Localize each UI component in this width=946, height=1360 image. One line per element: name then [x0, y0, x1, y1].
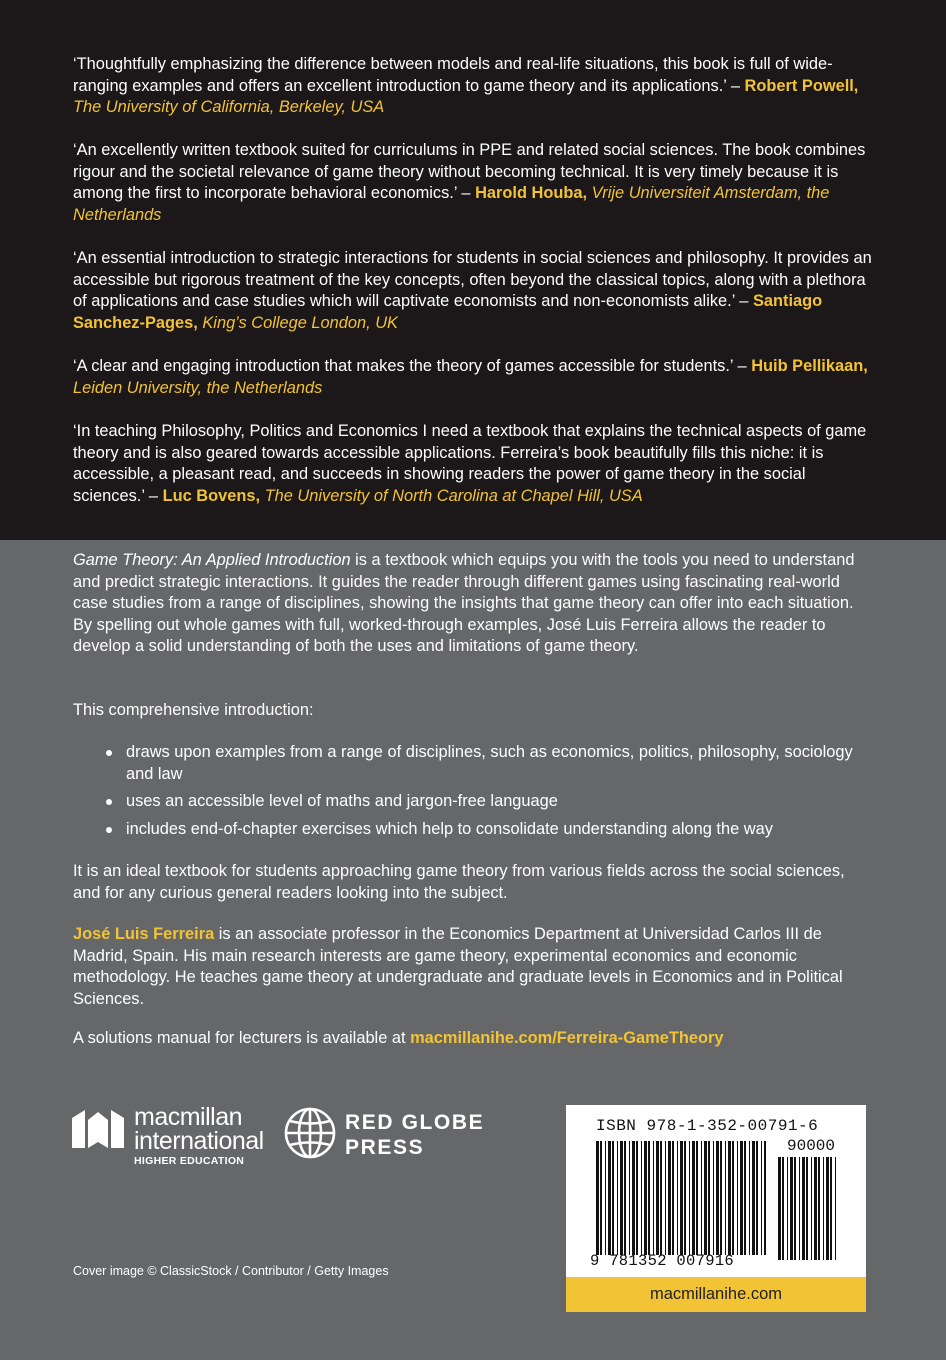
endorsement-quote: [73, 248, 873, 334]
macmillan-logo: [72, 1103, 264, 1167]
rgp-line2: PRESS: [345, 1136, 425, 1159]
endorsement-quote: [73, 54, 873, 119]
quote-text: ‘Thoughtfully emphasizing the difference between models and real-life situations, this book is full of wide-ranging examples and offers an excellent introduction to game theory and its applications.’ –: [73, 55, 833, 95]
solutions-text: A solutions manual for lecturers is available at: [73, 1029, 411, 1047]
closing-paragraph: It is an ideal textbook for students approaching game theory from various fields across the social sciences, and for any curious general readers looking into the subject.: [73, 862, 845, 902]
bullet-icon: [106, 750, 112, 756]
quote-text: ‘An essential introduction to strategic interactions for students in social sciences and philosophy. It provides an accessible but rigorous treatment of the key concepts, often beyond the classical topics, along with a plethora of applications and case studies which will captivate economists and non-economists alike.’ –: [73, 249, 872, 310]
list-item: [73, 742, 873, 785]
cover-image-credit: Cover image © ClassicStock / Contributor / Getty Images: [73, 1264, 389, 1278]
quote-author: Santiago Sanchez-Pages,: [73, 292, 823, 332]
barcode-digits: 9 781352 007916: [590, 1252, 735, 1270]
list-item: [73, 819, 873, 841]
quote-author: Harold Houba,: [475, 184, 588, 202]
quote-text: ‘A clear and engaging introduction that makes the theory of games accessible for students.’ –: [73, 357, 752, 375]
author-bio-text: is an associate professor in the Economics Department at Universidad Carlos III de Madrid, Spain. His main research interests are game theory, experimental economics and economic methodology. He teaches game theory at undergraduate and graduate levels in Economics and in Political Sciences.: [73, 925, 843, 1008]
isbn-barcode-box: [566, 1105, 866, 1312]
macmillan-line3: HIGHER EDUCATION: [134, 1155, 245, 1167]
quote-affiliation: Vrije Universiteit Amsterdam, the Netherlands: [73, 184, 830, 224]
macmillan-line1: macmillan: [134, 1103, 243, 1131]
quote-author: Huib Pellikaan,: [751, 357, 868, 375]
endorsement-quote: [73, 140, 873, 226]
isbn-label: ISBN 978-1-352-00791-6: [596, 1117, 819, 1135]
globe-icon: [283, 1106, 337, 1160]
list-item: [73, 791, 873, 813]
barcode-icon: [566, 1105, 866, 1265]
quote-affiliation: The University of North Carolina at Chapel Hill, USA: [264, 486, 643, 505]
author-bio: [73, 924, 873, 1010]
quote-text: ‘In teaching Philosophy, Politics and Economics I need a textbook that explains the technical aspects of game theory and is also geared towards accessible applications. Ferreira’s book beautifully fills this niche: it is accessible, a pleasant read, and succeeds in showing readers the power of game theory in the social sciences.’ –: [73, 422, 867, 505]
author-name: José Luis Ferreira: [73, 925, 215, 943]
endorsement-quote: [73, 356, 873, 399]
feature-list: [73, 742, 873, 846]
solutions-note: [73, 1028, 873, 1050]
isbn-price-code: 90000: [786, 1137, 835, 1155]
bullet-icon: [106, 799, 112, 805]
quote-affiliation: Leiden University, the Netherlands: [73, 378, 323, 397]
list-item-text: uses an accessible level of maths and jargon-free language: [126, 792, 558, 810]
book-title: Game Theory: An Applied Introduction: [73, 551, 351, 569]
description-text: is a textbook which equips you with the tools you need to understand and predict strategic interactions. It guides the reader through different games using fascinating real-world case studies from a range of disciplines, showing the insights that game theory can offer into each situation. By spelling out whole games with full, worked-through examples, José Luis Ferreira allows the reader to develop a solid understanding of both the uses and limitations of game theory.: [73, 551, 855, 655]
quote-author: Robert Powell,: [744, 76, 859, 95]
red-globe-press-wordmark: [345, 1110, 484, 1160]
list-item-text: draws upon examples from a range of disciplines, such as economics, politics, philosophy, sociology and law: [126, 743, 853, 783]
quote-affiliation: King’s College London, UK: [202, 313, 398, 332]
macmillan-m-icon: [72, 1108, 124, 1150]
quote-author: Luc Bovens,: [162, 486, 261, 505]
bullet-icon: [106, 827, 112, 833]
red-globe-press-logo: [283, 1106, 485, 1165]
quote-text: ‘An excellently written textbook suited for curriculums in PPE and related social sciences. The book combines rigour and the societal relevance of game theory without becoming technical. It is very timely because it is among the first to incorporate behavioral economics.’ –: [73, 141, 866, 202]
list-item-text: includes end-of-chapter exercises which help to consolidate understanding along the way: [126, 819, 773, 838]
endorsement-quote: [73, 421, 873, 507]
endorsements-section: [0, 0, 946, 540]
macmillan-line2: international: [134, 1127, 264, 1155]
rgp-line1: RED GLOBE: [345, 1111, 485, 1134]
quote-affiliation: The University of California, Berkeley, USA: [73, 98, 385, 116]
solutions-link[interactable]: macmillanihe.com/Ferreira-GameTheory: [410, 1029, 724, 1047]
description-section: [0, 540, 946, 1360]
macmillan-wordmark: [134, 1105, 264, 1167]
website-strip: macmillanihe.com: [566, 1277, 866, 1312]
book-description: [73, 550, 873, 658]
list-intro: This comprehensive introduction:: [73, 701, 314, 719]
